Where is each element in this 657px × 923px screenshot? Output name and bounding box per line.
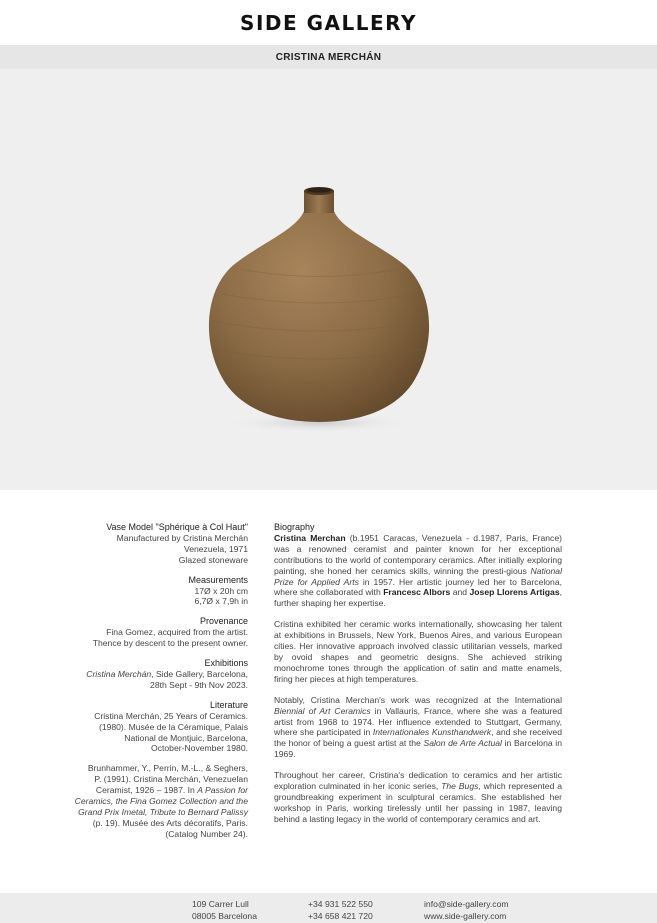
literature-section [60,700,248,755]
lit2-line-2: P. (1991). Cristina Merchán, Venezuelan [94,774,248,785]
vase-image [0,69,657,490]
lit2-line-4-text: Ceramics, the Fina Gomez Collection and the [74,796,248,807]
lit2-line-7: (Catalog Number 24). [165,828,248,839]
footer-email-link[interactable]: info@side-gallery.com [424,899,509,909]
footer [0,893,657,923]
bio-collab-2: Josep Llorens Artigas [469,587,560,598]
lit1-line-4: October-November 1980. [151,743,248,754]
biography-heading: Biography [274,522,315,532]
lit1-line-1: Cristina Merchán, 25 Years of Ceramics. [94,710,248,721]
measurements-heading: Measurements [188,574,248,585]
bio-award: National Prize for Applied Arts [274,565,562,587]
footer-address-1: 109 Carrer Lull [192,899,249,909]
literature-heading: Literature [209,699,248,710]
product-photo [0,69,657,490]
bio-p3-text-c: , and she received the honor of being a guest artist at the [274,727,562,749]
lit2-line-5 [60,807,248,818]
footer-phone-2[interactable]: +34 658 421 720 [308,911,373,921]
exhibition-venue: , Side Gallery, Barcelona, [151,668,248,679]
lit2-line-3 [60,785,248,796]
lit1-line-3: National de Montjuic, Barcelona, [124,732,248,743]
lit2-line-6: (p. 19). Musée des Arts décoratifs, Paris. [92,817,248,828]
footer-website-link[interactable]: www.side-gallery.com [424,911,507,921]
bio-collab-1: Francesc Albors [383,587,451,598]
bio-p3-text-d: in Barcelona in 1969. [274,738,562,760]
bio-p4-text-b: , which represented a groundbreaking experiment in sculptural ceramics. She established her workshop in Paris, working tirelessly until her passing in 1987, leaving behind a lasting legacy in the world of contemporary ceramics and art. [274,781,562,824]
exhibition-title: Cristina Merchán [86,668,152,679]
bio-p1-and: and [450,587,470,598]
bio-p4-text-a: Throughout her career, Cristina's dedication to ceramics and her artistic exploration culminated in her iconic series, [274,770,562,792]
bio-paragraph-3 [274,695,562,760]
measurements-section [60,575,248,608]
lit2-line-4 [60,796,248,807]
bio-salon: Salon de Arte Actual [423,738,502,749]
artwork-title: Vase Model "Sphérique à Col Haut" [106,522,248,532]
measure-cm: 17Ø x 20h cm [194,585,248,596]
provenance-line-1: Fina Gomez, acquired from the artist. [106,627,248,638]
material: Glazed stoneware [178,554,248,565]
bio-kunsthandwerk: Internationales Kunsthandwerk [372,727,492,738]
lit2-line-3a: Ceramist, 1926 – 1987. In [95,785,198,796]
bio-p3-text-a: Notably, Cristina Merchan's work was recognized at the International [274,694,562,705]
bio-p1-text-d: , further shaping her expertise. [274,587,562,609]
footer-address [192,898,257,922]
gallery-header [0,0,657,45]
bio-paragraph-2: Cristina exhibited her ceramic works internationally, showcasing her talent at exhibitions in Brussels, New York, Buenos Aires, and various European cities. Her innovative approach involved classic utilitarian vessels, marked by ovoid shapes and geometric designs. She achieved striking monochrome tones through the application of satin and matte enamels, firing her pieces at high temperatures. [274,619,562,684]
gallery-logo: SIDE GALLERY [240,10,417,35]
place-year: Venezuela, 1971 [183,543,248,554]
lit1-line-2: (1980). Musée de la Céramique, Palais [98,721,248,732]
exhibitions-section [60,658,248,691]
literature-entry-2 [60,763,248,839]
artwork-info [60,522,248,566]
exhibitions-heading: Exhibitions [204,658,248,669]
bio-paragraph-1 [274,533,562,609]
exhibition-line [60,669,248,680]
artist-bar [0,45,657,69]
lit2-line-3b: A Passion for [197,785,248,796]
footer-address-2: 08005 Barcelona [192,911,257,921]
bio-p1-text-a: (b.1951 Caracas, Venezuela - d.1987, Paris, France) was a renowned ceramist and painter known for her exceptional contributions to the world of contemporary ceramics. After initially exploring painting, she honed her ceramics skills, winning the presti-gious [274,532,562,576]
provenance-line-2: Thence by descent to the present owner. [92,638,248,649]
measure-in: 6,7Ø x 7,9h in [194,596,248,607]
artwork-details [60,522,248,849]
biography [274,522,562,835]
bio-p3-text-b: in Vallauris, France, where she was a featured artist from 1968 to 1974. Her influence extended to Stuttgart, Germany, where she participated in [274,705,562,738]
bio-biennial: Biennial of Art Ceramics [274,705,371,716]
footer-phones [308,898,373,922]
exhibition-dates: 28th Sept - 9th Nov 2023. [150,679,248,690]
lit2-line-1: Brunhammer, Y., Perrin, M.-L., & Seghers, [87,763,248,774]
bio-p1-text-b: in 1957. Her artistic journey led her to Barcelona, where she collaborated with [274,576,562,598]
footer-phone-1[interactable]: +34 931 522 550 [308,899,373,909]
manufacturer: Manufactured by Cristina Merchán [116,532,248,543]
provenance-heading: Provenance [199,616,248,627]
bio-artist-name: Cristina Merchan [274,532,346,543]
bio-bugs: The Bugs [441,781,479,792]
artist-name: CRISTINA MERCHÁN [275,51,382,63]
provenance-section [60,616,248,649]
footer-contact [424,898,509,922]
lit2-line-5-text: Grand Prix Imetal, Tribute to Bernard Palissy [78,806,248,817]
bio-paragraph-4 [274,770,562,825]
